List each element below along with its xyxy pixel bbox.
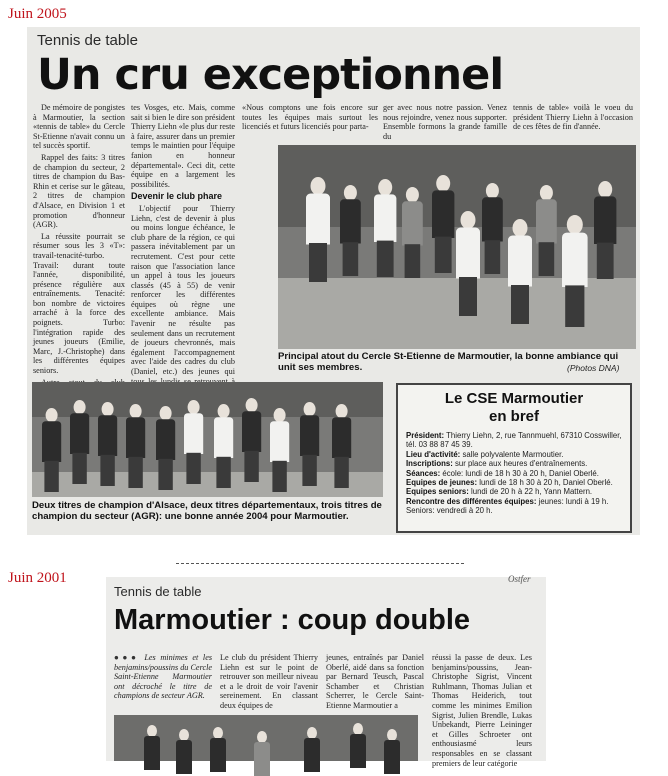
photo-caption-bottom: Deux titres de champion d'Alsace, deux titres départementaux, trois titres de champion du secteur (AGR): une bonne année 2004 pour Marmoutier. [32, 500, 382, 522]
section-kicker: Tennis de table [37, 32, 138, 49]
article-column-3: «Nous comptons une fois encore sur toutes les équipes mais surtout les licenciés et futurs licenciés pour parta- [242, 103, 378, 132]
article-column-3: jeunes, entraînés par Daniel Oberlé, aidé dans sa fonction par Bernard Teusch, Pascal Schamber et Christian Scherrer, le Cercle Saint-Etienne Marmoutier a [326, 653, 424, 710]
paragraph: Rappel des faits: 3 titres de champion du secteur, 2 titres de champion du Bas-Rhin et cerise sur le gâteau, 2 titres de champion d'Alsace, en Division 1 et promotion d'honneur (AGR). [33, 152, 125, 230]
info-box-body [406, 431, 622, 516]
info-box-title-line2: en bref [488, 408, 539, 425]
info-line: Séances: école: lundi de 18 h 30 à 20 h, Daniel Oberlé. [406, 468, 599, 478]
section-kicker: Tennis de table [114, 584, 202, 599]
article-column-4: ger avec nous notre passion. Venez nous rejoindre, venez nous supporter. Ensemble formons la grande famille du [383, 103, 507, 141]
article-column-4: réussi la passe de deux. Les benjamins/poussins, Jean-Christophe Sigrist, Vincent Ruhlmann, Thomas Julian et Thomas Heiderich, tout comme les minimes Emilion Sigrist, Julien Brendle, Lukas Unbekandt, Pierre Leininger et Gilles Schroeter ont enthousiasmé leurs responsables en se classant premiers de leur catégorie [432, 653, 532, 768]
club-info-box [396, 383, 632, 533]
newspaper-clipping-2001 [106, 574, 546, 768]
photo-wall [278, 145, 636, 227]
headline: Marmoutier : coup double [114, 604, 471, 636]
date-label-2001: Juin 2001 [8, 570, 67, 586]
dashed-separator [176, 563, 464, 564]
handwritten-note: Ostfer [508, 574, 531, 584]
team-photo-main [278, 145, 636, 349]
info-line: Lieu d'activité: salle polyvalente Marmoutier. [406, 449, 564, 459]
article-column-5: tennis de table» voilà le voeu du président Thierry Liehn à l'occasion de ces fêtes de fin d'année. [513, 103, 633, 132]
info-box-title-line1: Le CSE Marmoutier [444, 390, 584, 407]
team-photo-bottom [32, 382, 383, 497]
info-line: Rencontre des différentes équipes: jeunes: lundi à 19 h. Seniors: vendredi à 20 h. [406, 496, 609, 516]
article-column-2 [131, 103, 235, 398]
paragraph: De mémoire de pongistes à Marmoutier, la section «tennis de table» du Cercle St-Etienne n'avait connu un tel succès sportif. [33, 103, 125, 151]
team-photo-2001 [114, 715, 418, 761]
article-column-2: Le club du président Thierry Liehn est sur le point de retrouver son meilleur niveau et a le droit de voir l'avenir sereinement. En classant deux équipes de [220, 653, 318, 710]
info-line: Equipes de jeunes: lundi de 18 h 30 à 20 h, Daniel Oberlé. [406, 478, 613, 488]
article-column-1 [114, 653, 212, 701]
date-label-2005: Juin 2005 [8, 6, 67, 22]
paragraph: Les minimes et les benjamins/poussins du Cercle Saint-Etienne Marmoutier ont décroché le titre de champions de secteur AGR. [114, 653, 213, 701]
paragraph: tes Vosges, etc. Mais, comme sait si bien le dire son président Thierry Liehn «le plus dur reste à faire, assurer dans un premier temps le maintien pour l'équipe fanion en honneur départemental». Ceci dit, cette équipe en a largement les possibilités. [131, 103, 235, 189]
subheading: Devenir le club phare [131, 191, 223, 202]
newspaper-clipping-2005 [27, 27, 640, 535]
paragraph: L'objectif pour Thierry Liehn, c'est de devenir à plus ou moins longue échéance, le club phare de la région, ce qui passera inévitablement par un recrutement. C'est pour cette raison que l'association lance un appel à tous les joueurs classés (45 à 55) de venir renforcer les différentes équipes où règne une excellente ambiance. Mais l'avenir ne résulte pas seulement dans un recrutement de joueurs chevronnés, mais également l'accompagnement avec l'aide des cadres du club (Daniel, etc.) des jeunes qui [131, 203, 235, 377]
photo-credit: (Photos DNA) [567, 363, 620, 373]
photo-caption-main: Principal atout du Cercle St-Etienne de Marmoutier, la bonne ambiance qui unit ses membres. [278, 351, 619, 373]
info-line: Equipes seniors: lundi de 20 h à 22 h, Yann Mattern. [406, 487, 593, 497]
info-line: Inscriptions: sur place aux heures d'entraînements. [406, 459, 588, 469]
bullet-dots: ●●● [114, 653, 140, 662]
info-line: Président: Thierry Liehn, 2, rue Tannmuehl, 67310 Cosswiller, tél. 03 88 87 45 39. [406, 431, 622, 450]
paragraph: La réussite pourrait se résumer sous les 3 «T»: travail-tenacité-turbo. Travail: durant toute l'année, disponibilité, présence régulière aux entraînements. Tenacité: bon nombre de victoires arraché à la force des poignets. Turbo: l'intégration rapide des jeunes joueurs (Emilie, Marc, J.-Christophe) dans les différentes équipes seniors. [33, 231, 125, 376]
headline: Un cru exceptionnel [37, 50, 504, 100]
